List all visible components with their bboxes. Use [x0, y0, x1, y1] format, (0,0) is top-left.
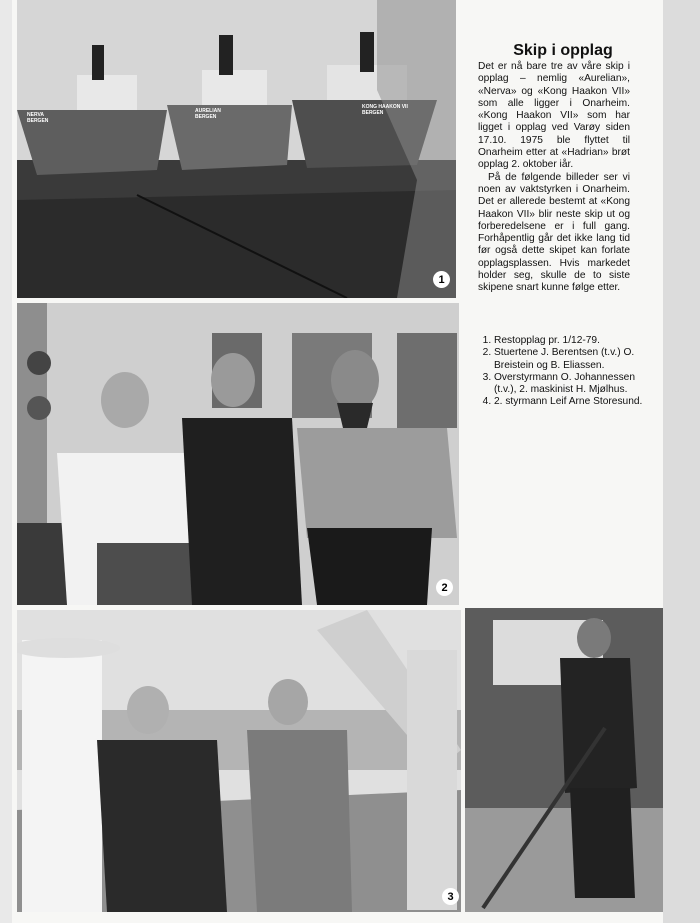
article-paragraph: På de følgende billeder ser vi noen av vaktstyrken i Onarheim. Det er allerede bestemt at «Kong Haakon VII» blir neste skip ut og forberedelsene er i full gang. Forhåpentlig går det ikke lang tid før også dette skipet kan forlate opplagsplassen. Hvis markedet holder seg, skulle de to siste skipene snart kunne følge etter. [478, 171, 630, 294]
photo-deck-officers [17, 610, 461, 912]
caption-item: 4. 2. styrmann Leif Arne Storesund. [494, 396, 644, 408]
article-paragraph: Det er nå bare tre av våre skip i opplag – nemlig «Aurelian», «Nerva» og «Kong Haakon VII» som alle ligger i Onarheim. «Kong Haakon VII» som har ligget i opplag ved Varøy siden 17.10. 1975 ble flyttet til Onarheim etter at «Hadrian» brøt opplag 2. oktober iår. [478, 61, 630, 171]
photo-number: 2 [436, 579, 453, 596]
page-edge [663, 0, 700, 923]
article-title: Skip i opplag [513, 42, 613, 59]
article-body [478, 61, 630, 295]
ship-label-nerva: NERVA BERGEN [27, 112, 49, 124]
caption-item: 3. Overstyrmann O. Johannessen (t.v.), 2. maskinist H. Mjølhus. [494, 372, 644, 397]
photo-number: 3 [442, 888, 459, 905]
photo-number: 1 [433, 271, 450, 288]
photo-second-mate [465, 608, 663, 912]
ship-label-aurelian: AURELIAN BERGEN [195, 108, 221, 120]
photo-stewards [17, 303, 459, 605]
ship-label-kong-haakon: KONG HAAKON VII BERGEN [362, 104, 408, 116]
photo-captions [481, 335, 644, 409]
caption-item: 1. Restopplag pr. 1/12-79. [494, 335, 644, 347]
photo-ships-in-layup [17, 0, 456, 298]
caption-item: 2. Stuertene J. Berentsen (t.v.) O. Breistein og B. Eliassen. [494, 347, 644, 372]
